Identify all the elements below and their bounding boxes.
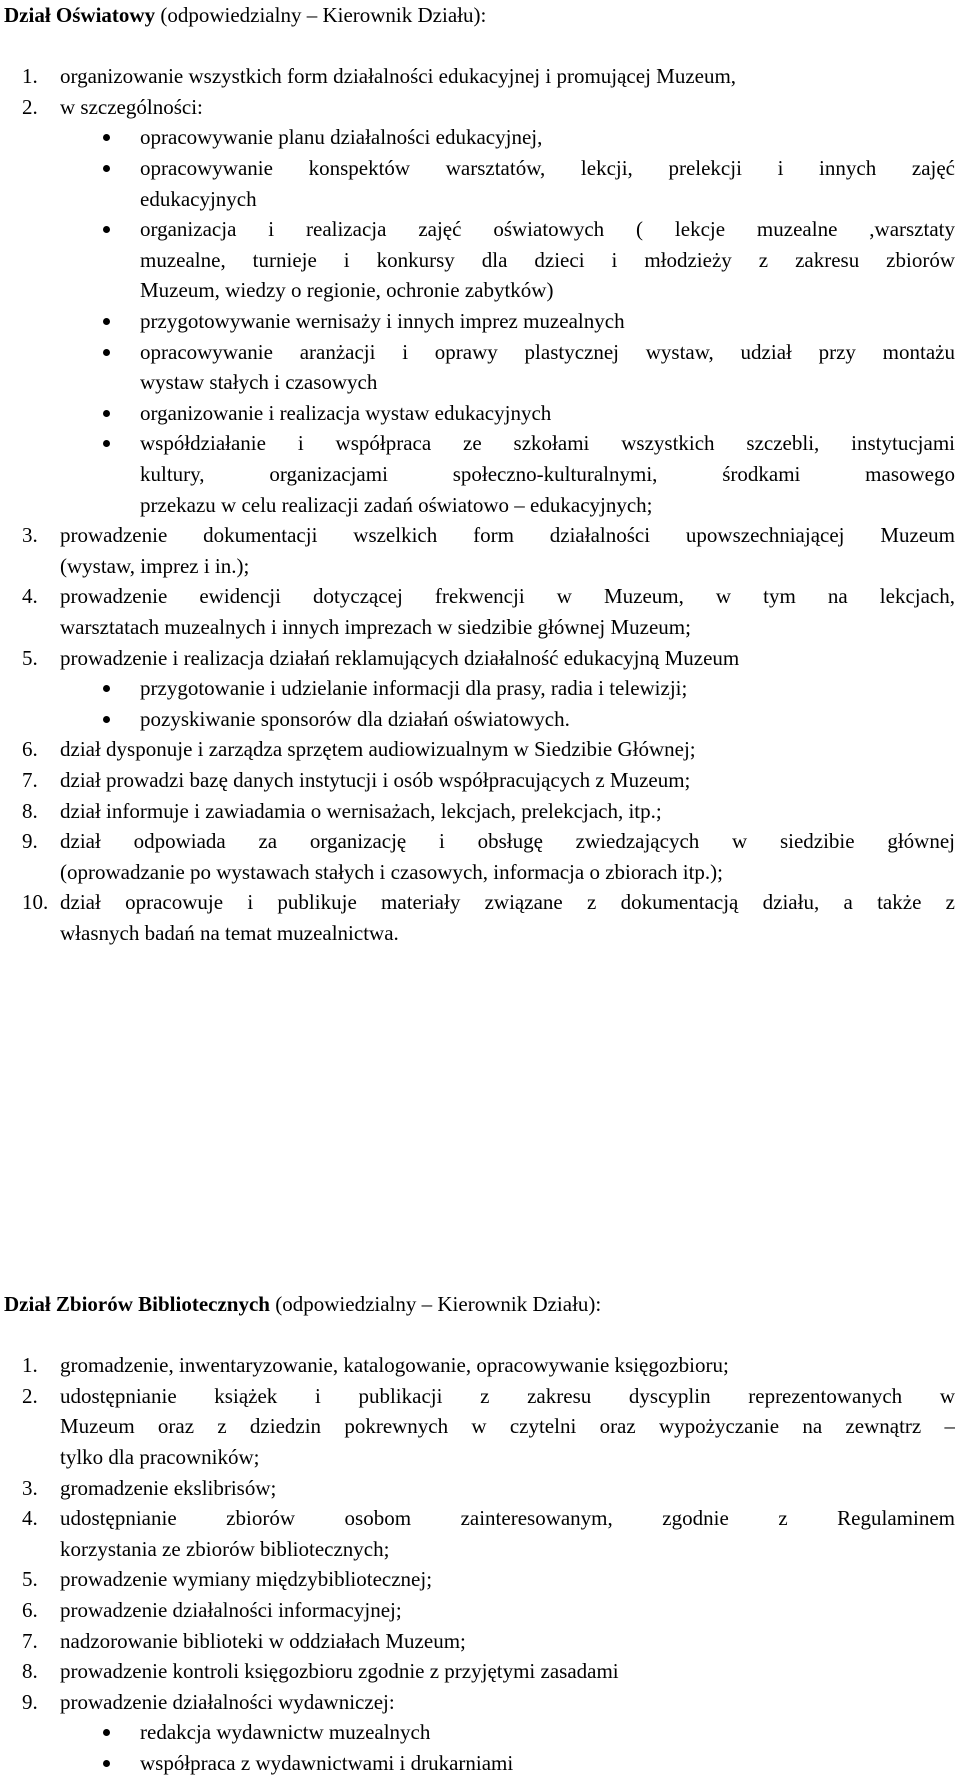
list-item-text: dział dysponuje i zarządza sprzętem audiowizualnym w Siedzibie Głównej; — [60, 737, 696, 762]
list-item-number: 9. — [22, 1689, 38, 1714]
section-heading-bold: Dział Zbiorów Bibliotecznych — [4, 1292, 270, 1316]
bullet-icon — [103, 410, 110, 417]
list-item-number: 3. — [22, 523, 38, 548]
list-item-text: udostępnianie zbiorów osobom zainteresowanym, zgodnie z Regulaminem — [60, 1506, 955, 1531]
bullet-item-text: współdziałanie i współpraca ze szkołami wszystkich szczebli, instytucjami — [140, 431, 955, 456]
list-item-number: 2. — [22, 94, 38, 119]
list-item-text: organizowanie wszystkich form działalności edukacyjnej i promującej Muzeum, — [60, 64, 737, 89]
list-item-number: 6. — [22, 1598, 38, 1622]
bullet-item-text: przekazu w celu realizacji zadań oświatowo – edukacyjnych; — [140, 492, 653, 517]
list-item-text: nadzorowanie biblioteki w oddziałach Muzeum; — [60, 1628, 466, 1653]
bullet-item-text: organizacja i realizacja zajęć oświatowych ( lekcje muzealne ,warsztaty — [140, 217, 955, 242]
list-item-text: tylko dla pracowników; — [60, 1445, 260, 1469]
list-item-text: prowadzenie kontroli księgozbioru zgodnie z przyjętymi zasadami — [60, 1659, 619, 1684]
list-item-text: dział odpowiada za organizację i obsługę zwiedzających w siedzibie głównej — [60, 829, 955, 854]
bullet-item-text: współpraca z wydawnictwami i drukarniami — [140, 1751, 514, 1775]
list-item-number: 1. — [22, 1353, 38, 1378]
list-item-number: 4. — [22, 584, 38, 609]
list-item-text: prowadzenie wymiany międzybibliotecznej; — [60, 1567, 433, 1592]
bullet-item-text: organizowanie i realizacja wystaw edukacyjnych — [140, 400, 552, 425]
list-item-number: 8. — [22, 1659, 38, 1684]
list-item-text: Muzeum oraz z dziedzin pokrewnych w czytelni oraz wypożyczanie na zewnątrz – — [60, 1414, 955, 1439]
bullet-icon — [103, 318, 110, 325]
bullet-item-text: muzealne, turnieje i konkursy dla dzieci i młodzieży z zakresu zbiorów — [140, 247, 955, 272]
list-item-number: 5. — [22, 645, 38, 670]
list-item-text: gromadzenie ekslibrisów; — [60, 1475, 277, 1500]
list-item-text: prowadzenie i realizacja działań reklamujących działalność edukacyjną Muzeum — [60, 645, 740, 670]
section-heading-rest: (odpowiedzialny – Kierownik Działu): — [270, 1292, 602, 1316]
bullet-item-text: pozyskiwanie sponsorów dla działań oświatowych. — [140, 706, 570, 731]
list-item-text: warsztatach muzealnych i innych imprezach w siedzibie głównej Muzeum; — [60, 615, 691, 639]
bullet-icon — [103, 226, 110, 233]
section-heading — [4, 0, 486, 30]
bullet-icon — [103, 716, 110, 723]
bullet-item-text: opracowywanie planu działalności edukacyjnej, — [140, 125, 543, 150]
list-item-number: 1. — [22, 64, 38, 89]
list-item-number: 5. — [22, 1567, 38, 1592]
list-item-text: prowadzenie działalności informacyjnej; — [60, 1598, 402, 1622]
bullet-icon — [103, 685, 110, 692]
bullet-item-text: opracowywanie aranżacji i oprawy plastycznej wystaw, udział przy montażu — [140, 339, 955, 364]
list-item-number: 3. — [22, 1475, 38, 1500]
list-item-text: dział informuje i zawiadamia o wernisażach, lekcjach, prelekcjach, itp.; — [60, 798, 662, 823]
bullet-icon — [103, 349, 110, 356]
bullet-item-text: kultury, organizacjami społeczno-kulturalnymi, środkami masowego — [140, 462, 955, 486]
list-item-text: w szczególności: — [60, 94, 203, 119]
list-item-number: 2. — [22, 1383, 38, 1408]
bullet-icon — [103, 440, 110, 447]
section-heading-bold: Dział Oświatowy — [4, 3, 156, 27]
list-item-text: dział opracowuje i publikuje materiały związane z dokumentacją działu, a także z — [60, 890, 955, 915]
list-item-number: 9. — [22, 829, 38, 854]
bullet-icon — [103, 165, 110, 172]
bullet-item-text: wystaw stałych i czasowych — [140, 370, 378, 395]
list-item-text: korzystania ze zbiorów bibliotecznych; — [60, 1536, 390, 1561]
list-item-text: prowadzenie dokumentacji wszelkich form działalności upowszechniającej Muzeum — [60, 523, 955, 548]
bullet-icon — [103, 1760, 110, 1767]
bullet-item-text: redakcja wydawnictw muzealnych — [140, 1720, 431, 1745]
bullet-item-text: przygotowywanie wernisaży i innych imprez muzealnych — [140, 309, 625, 333]
bullet-icon — [103, 1729, 110, 1736]
list-item-text: dział prowadzi bazę danych instytucji i osób współpracujących z Muzeum; — [60, 768, 691, 792]
list-item-text: prowadzenie ewidencji dotyczącej frekwencji w Muzeum, w tym na lekcjach, — [60, 584, 955, 609]
list-item-text: (wystaw, imprez i in.); — [60, 553, 250, 578]
list-item-text: (oprowadzanie po wystawach stałych i czasowych, informacja o zbiorach itp.); — [60, 859, 723, 884]
section-heading-rest: (odpowiedzialny – Kierownik Działu): — [155, 3, 487, 27]
list-item-number: 6. — [22, 737, 38, 762]
bullet-item-text: edukacyjnych — [140, 186, 257, 211]
list-item-text: udostępnianie książek i publikacji z zakresu dyscyplin reprezentowanych w — [60, 1383, 955, 1408]
list-item-number: 10. — [22, 890, 49, 915]
list-item-number: 8. — [22, 798, 38, 823]
bullet-item-text: przygotowanie i udzielanie informacji dla prasy, radia i telewizji; — [140, 676, 688, 701]
list-item-number: 7. — [22, 1628, 38, 1653]
list-item-text: prowadzenie działalności wydawniczej: — [60, 1689, 395, 1714]
bullet-item-text: Muzeum, wiedzy o regionie, ochronie zabytków) — [140, 278, 554, 303]
list-item-number: 7. — [22, 768, 38, 792]
bullet-item-text: opracowywanie konspektów warsztatów, lekcji, prelekcji i innych zajęć — [140, 156, 955, 180]
bullet-icon — [103, 134, 110, 141]
list-item-text: gromadzenie, inwentaryzowanie, katalogowanie, opracowywanie księgozbioru; — [60, 1353, 729, 1378]
list-item-number: 4. — [22, 1506, 38, 1531]
section-heading — [4, 1289, 601, 1319]
list-item-text: własnych badań na temat muzealnictwa. — [60, 921, 399, 945]
